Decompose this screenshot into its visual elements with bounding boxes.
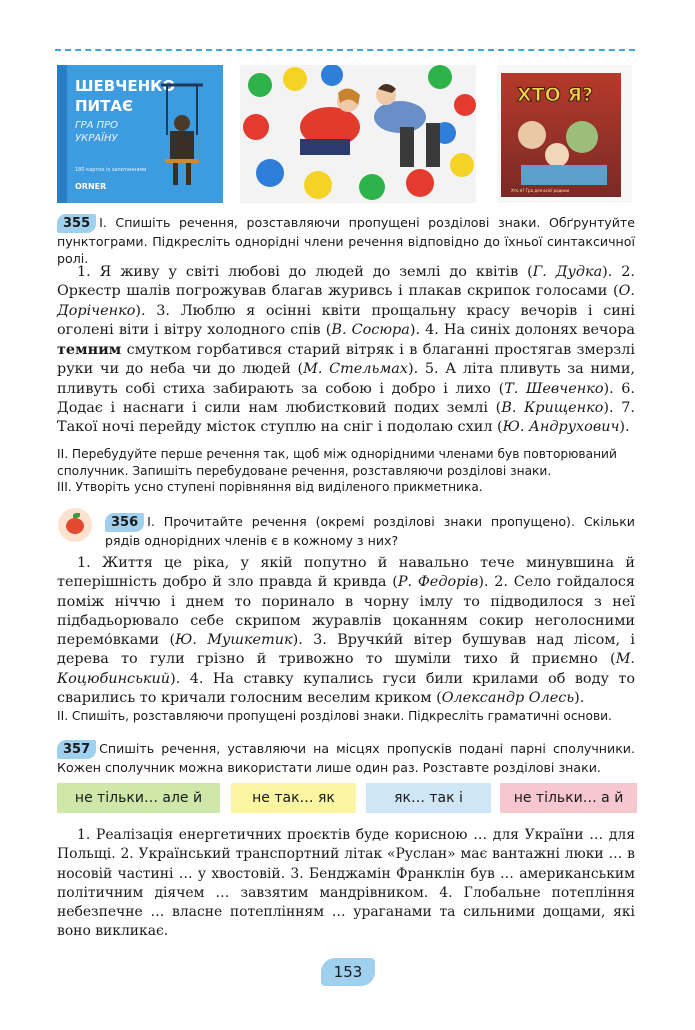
twister-illustration <box>240 65 476 203</box>
exercise-355-sentences <box>57 263 635 438</box>
apple-fruit <box>66 518 84 534</box>
book-subtitle-line1: ГРА ПРО <box>75 120 119 131</box>
game-small-text: Хто я? Гра для всієї родини <box>511 188 570 193</box>
apple-icon <box>58 508 92 542</box>
exercise-356 <box>105 513 635 549</box>
exercise-357-sentences <box>57 826 635 942</box>
game-box-image <box>497 65 632 203</box>
ex355-bold-word: темним <box>57 341 122 359</box>
ex356-author2: Ю. Мушкетик <box>175 632 293 649</box>
ex356-s1: 1. Життя це ріка, у якій попутно й навально тече минувшина й теперішність добро й зло правда й кривда ( <box>57 555 635 591</box>
exercise-355 <box>57 214 635 267</box>
game-box-illustration <box>497 65 632 203</box>
ex355-author1: Г. Дудка <box>532 264 603 280</box>
exercise-355-text <box>57 263 635 438</box>
ex355-s5: ). 5. А літа пливуть за ними, пливуть собі стиха забирають за собою і добро і лихо ( <box>57 361 635 397</box>
exercise-355-task2: ІІ. Перебудуйте перше речення так, щоб між однорідними членами був повторюваний сполучник. Запишіть перебудоване речення, розставляючи розділові знаки. <box>57 447 617 478</box>
ex355-author2: О. Доріченко <box>57 283 635 319</box>
exercise-357-task <box>57 740 635 776</box>
exercise-356-tasks <box>57 708 635 725</box>
exercise-355-task3: ІІІ. Утворіть усно ступені порівняння від виділеного прикметника. <box>57 480 483 495</box>
book-brand: ORNER <box>75 182 107 191</box>
exercise-355-badge: 355 <box>57 214 96 233</box>
exercise-355-task <box>57 214 635 267</box>
book-cover-illustration <box>57 65 223 203</box>
exercise-356-task-text: І. Прочитайте речення (окремі розділові знаки пропущено). Скільки рядів однорідних членів є в кожному з них? <box>105 514 635 548</box>
apple-leaf <box>73 513 80 518</box>
twister-photo <box>240 65 476 203</box>
exercise-357-badge: 357 <box>57 740 96 759</box>
ex355-author3: В. Сосюра <box>331 321 410 338</box>
ex356-s4: ). 4. На ставку купались гуси били крилами об воду то сварились то кричали голосним веселим криком ( <box>57 670 635 707</box>
ex355-s2: ). 2. Оркестр шалів погрожував благав журивсь і плакав скрипок голосами ( <box>57 264 635 300</box>
book-title-line1: ШЕВЧЕНКО <box>75 77 176 95</box>
conjunction-chip: не так… як <box>231 783 356 813</box>
page-number: 153 <box>321 958 375 986</box>
ex355-author7: Ю. Андрухович <box>502 419 620 436</box>
conjunction-chip: не тільки… але й <box>57 783 220 813</box>
exercise-357 <box>57 740 635 776</box>
exercise-357-task-text: Спишіть речення, уставляючи на місцях пропусків подані парні сполучники. Кожен сполучник можна використати лише один раз. Розставте розділові знаки. <box>57 741 635 775</box>
book-small-text: 180 карток із запитаннями <box>75 167 147 173</box>
ex355-s7: ). 7. Такої ночі перейду місток ступлю на сніг і подолаю схил ( <box>57 400 635 436</box>
exercise-356-text <box>57 554 635 708</box>
ex355-s1: 1. Я живу у світі любові до людей до землі до квітів ( <box>77 264 533 280</box>
ex355-author5: Т. Шевченко <box>504 380 604 397</box>
ex355-s6: ). 6. Додає і наснаги і сили нам любистковий подих землі ( <box>57 380 636 417</box>
ex355-author4: М. Стельмах <box>303 361 408 378</box>
exercise-356-task <box>105 513 635 549</box>
conjunction-chip: не тільки… а й <box>500 783 637 813</box>
ex356-author3: М. Коцюбинський <box>57 651 635 687</box>
exercise-357-text: 1. Реалізація енергетичних проєктів буде корисною … для України … для Польщі. 2. Український транспортний літак «Руслан» має вантажні люки … в носовій частині … у хвостовій. 3. Бенджамін Франклін був … американським політичним діячем … завзятим мандрівником. 4. Глобальне потепління небезпечне … власне потеплінням … ураганами та сильними дощами, які воно викликає. <box>57 827 635 940</box>
exercise-356-sentences <box>57 554 635 708</box>
conjunction-chips <box>57 783 637 813</box>
exercise-356-badge: 356 <box>105 513 144 532</box>
ex356-s2: ). 2. Село гойдалося поміж ніччю і днем то поринало в чорну імлу то підводилося з неї підбадьорювало себе скрипом журавлів цоканням сокир неголосними перемо́вками ( <box>57 574 635 649</box>
ex355-s4a: ). 4. На синіх долонях вечора <box>409 321 636 338</box>
ex356-author4: Олександр Олесь <box>441 690 575 707</box>
ex356-author1: Р. Федорів <box>397 574 479 591</box>
ex355-s3: ). 3. Люблю я осінні квіти прощальну красу вечорів і сині оголені віти і вітру холодного спів ( <box>57 302 635 338</box>
exercise-356-task2: ІІ. Спишіть, розставляючи пропущені розділові знаки. Підкресліть граматичні основи. <box>57 709 612 723</box>
ex356-s5: ). <box>574 690 585 707</box>
ex355-author6: В. Крищенко <box>501 400 604 417</box>
ex355-s4b: смутком горбатився старий вітряк і в благанні простягав змерзлі руки чи до неба чи до людей ( <box>57 342 635 378</box>
conjunction-chip: як… так і <box>366 783 491 813</box>
book-subtitle-line2: УКРАЇНУ <box>75 133 118 144</box>
exercise-355-task-text: І. Спишіть речення, розставляючи пропущені розділові знаки. Обґрунтуйте пунктограми. Підкресліть однорідні члени речення відповідно до їхньої синтаксичної ролі. <box>57 215 635 266</box>
ex355-s8: ). <box>619 419 630 436</box>
game-title: ХТО Я? <box>517 84 594 106</box>
book-title-line2: ПИТАЄ <box>75 97 133 115</box>
top-dashed-divider <box>55 49 635 51</box>
book-cover-image <box>57 65 223 203</box>
ex356-s3: ). 3. Вручки́й вітер бушував над лісом, і дерева то гули грізно й тривожно то шуміли тихо й приємно ( <box>57 632 636 668</box>
exercise-355-tasks <box>57 446 635 496</box>
